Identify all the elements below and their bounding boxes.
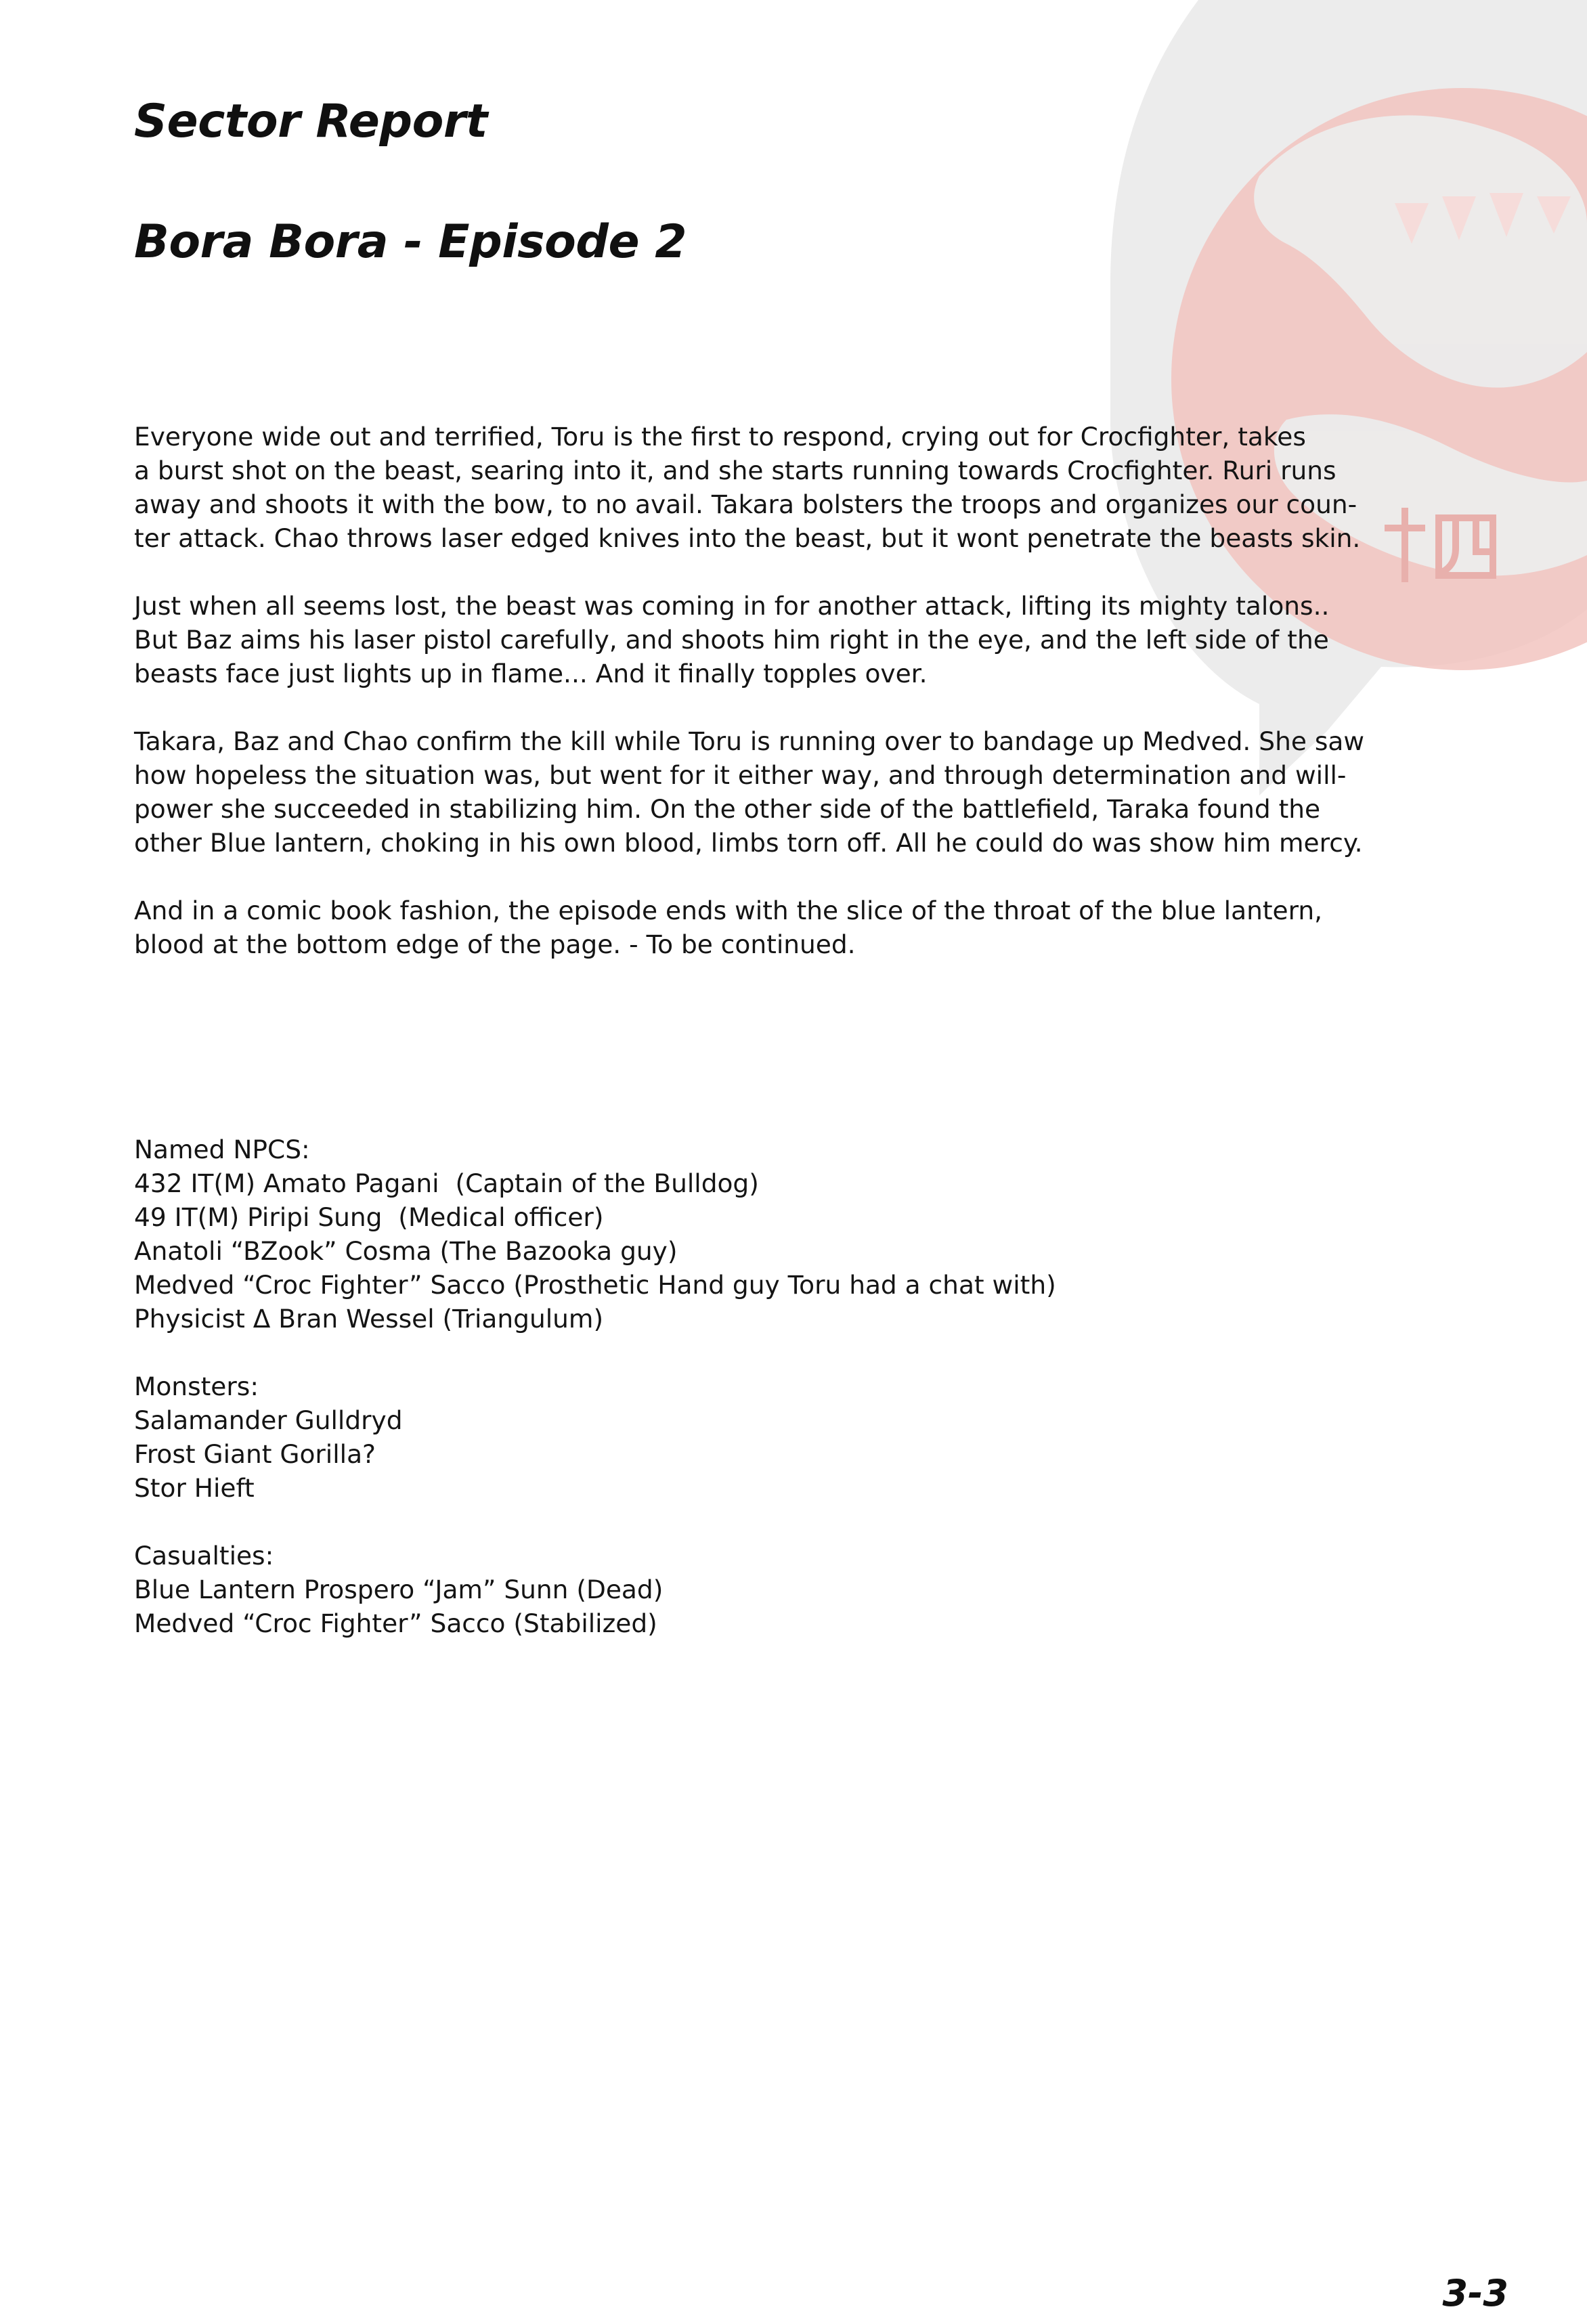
text-line: other Blue lantern, choking in his own blood, limbs torn off. All he could do was show him mercy.	[134, 828, 1363, 858]
page-number: 3-3	[1442, 2272, 1508, 2315]
section-heading: Monsters:	[134, 1372, 259, 1401]
text-line: Everyone wide out and terrified, Toru is the first to respond, crying out for Crocfighter, takes	[134, 422, 1306, 452]
text-line: And in a comic book fashion, the episode ends with the slice of the throat of the blue lantern,	[134, 896, 1323, 925]
text-line: Just when all seems lost, the beast was coming in for another attack, lifting its mighty talons..	[134, 591, 1330, 621]
text-line: how hopeless the situation was, but went for it either way, and through determination and will-	[134, 760, 1347, 790]
list-item: Physicist Δ Bran Wessel (Triangulum)	[134, 1304, 604, 1334]
section-heading: Named NPCS:	[134, 1135, 310, 1164]
paragraph	[134, 894, 1380, 961]
list-item: 49 IT(M) Piripi Sung (Medical officer)	[134, 1202, 604, 1232]
section-heading: Casualties:	[134, 1541, 274, 1571]
document-title: Sector Report	[134, 95, 487, 148]
text-line: Takara, Baz and Chao confirm the kill while Toru is running over to bandage up Medved. She saw	[134, 726, 1365, 756]
text-line: ter attack. Chao throws laser edged knives into the beast, but it wont penetrate the beasts skin.	[134, 523, 1361, 553]
paragraph	[134, 420, 1380, 555]
casualties-list	[134, 1539, 663, 1640]
list-item: Anatoli “BZook” Cosma (The Bazooka guy)	[134, 1236, 678, 1266]
paragraph	[134, 589, 1380, 690]
episode-narrative	[134, 420, 1380, 995]
text-line: beasts face just lights up in flame... And it finally topples over.	[134, 659, 928, 688]
named-npcs-list	[134, 1133, 1056, 1336]
monsters-list	[134, 1369, 403, 1505]
list-item: Frost Giant Gorilla?	[134, 1439, 376, 1469]
text-line: power she succeeded in stabilizing him. On the other side of the battlefield, Taraka found the	[134, 794, 1321, 824]
paragraph	[134, 724, 1380, 860]
episode-title: Bora Bora - Episode 2	[134, 215, 687, 269]
text-line: away and shoots it with the bow, to no avail. Takara bolsters the troops and organizes our coun-	[134, 489, 1357, 519]
list-item: 432 IT(M) Amato Pagani (Captain of the Bulldog)	[134, 1168, 759, 1198]
list-item: Salamander Gulldryd	[134, 1405, 403, 1435]
list-item: Blue Lantern Prospero “Jam” Sunn (Dead)	[134, 1575, 664, 1604]
list-item: Medved “Croc Fighter” Sacco (Stabilized)	[134, 1608, 657, 1638]
text-line: a burst shot on the beast, searing into it, and she starts running towards Crocfighter. Ruri runs	[134, 456, 1336, 485]
list-item: Stor Hieft	[134, 1473, 255, 1503]
text-line: blood at the bottom edge of the page. - To be continued.	[134, 929, 856, 959]
list-item: Medved “Croc Fighter” Sacco (Prosthetic Hand guy Toru had a chat with)	[134, 1270, 1056, 1300]
text-line: But Baz aims his laser pistol carefully, and shoots him right in the eye, and the left side of the	[134, 625, 1329, 655]
